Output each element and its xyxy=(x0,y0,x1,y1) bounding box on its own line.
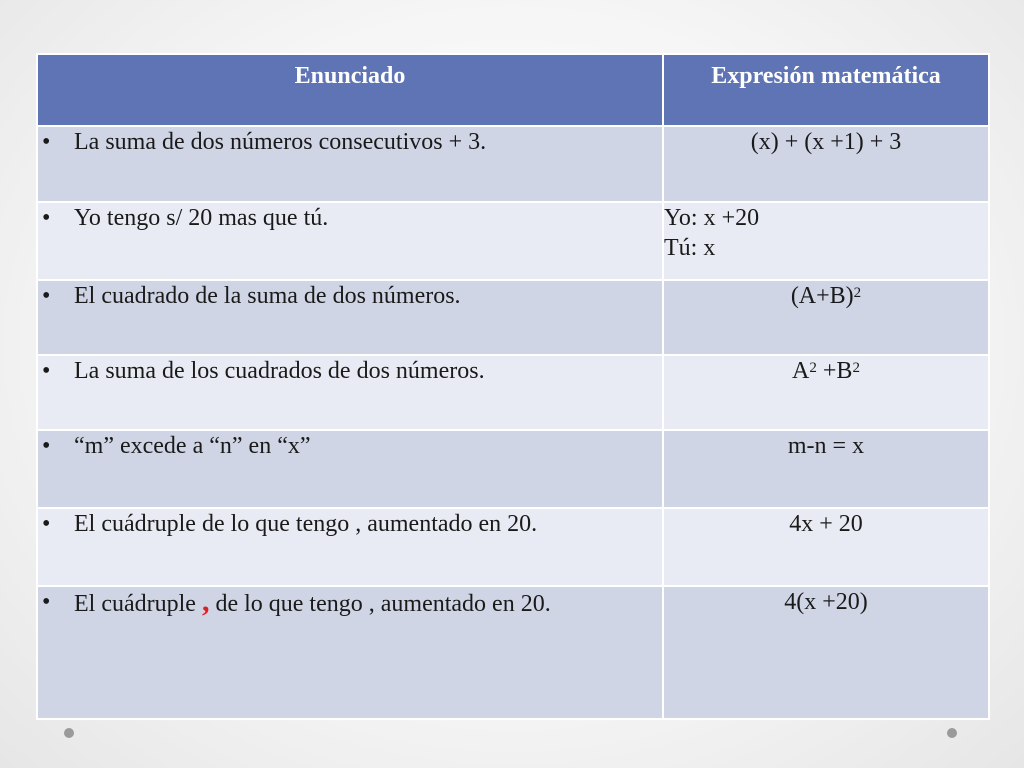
statement-cell xyxy=(37,430,663,508)
header-expresion: Expresión matemática xyxy=(663,54,989,126)
expression-text: A xyxy=(792,358,810,384)
statement-cell xyxy=(37,126,663,202)
statement-text xyxy=(74,587,551,619)
table-row xyxy=(37,508,989,586)
expression-text: (A+B) xyxy=(790,283,854,309)
table-row xyxy=(37,355,989,430)
bullet-icon: • xyxy=(42,129,51,155)
table-row xyxy=(37,586,989,719)
expression-line: Tú: x xyxy=(664,235,716,261)
statement-text: El cuadrado de la suma de dos números. xyxy=(74,283,461,309)
bullet-icon: • xyxy=(42,589,51,615)
expression-text: m-n = x xyxy=(787,433,865,459)
statement-cell xyxy=(37,202,663,280)
table-row xyxy=(37,280,989,355)
expression-text: 4x + 20 xyxy=(789,511,863,537)
statement-cell xyxy=(37,508,663,586)
expression-text: 4(x +20) xyxy=(784,589,868,615)
statement-cell xyxy=(37,280,663,355)
table-row xyxy=(37,202,989,280)
expression-cell xyxy=(663,126,989,202)
header-enunciado: Enunciado xyxy=(37,54,663,126)
statement-text: La suma de dos números consecutivos + 3. xyxy=(74,129,487,155)
expression-line: Yo: x +20 xyxy=(664,205,760,231)
expression-text: (x) + (x +1) + 3 xyxy=(750,129,902,155)
expression-cell xyxy=(663,586,989,719)
bullet-icon: • xyxy=(42,283,51,309)
highlighted-comma: , xyxy=(201,585,210,618)
statement-cell xyxy=(37,355,663,430)
statement-text: La suma de los cuadrados de dos números. xyxy=(74,358,485,384)
bullet-icon: • xyxy=(42,358,51,384)
decorative-dot-left xyxy=(64,728,74,738)
statement-text: Yo tengo s/ 20 mas que tú. xyxy=(74,205,329,231)
table-row xyxy=(37,126,989,202)
bullet-icon: • xyxy=(42,511,51,537)
table-row xyxy=(37,430,989,508)
expression-cell xyxy=(663,202,989,280)
exponent: 2 xyxy=(853,285,862,301)
bullet-icon: • xyxy=(42,205,51,231)
exponent: 2 xyxy=(852,360,860,376)
statement-text: “m” excede a “n” en “x” xyxy=(74,433,311,459)
decorative-dot-right xyxy=(947,728,957,738)
expression-cell xyxy=(663,430,989,508)
bullet-icon: • xyxy=(42,433,51,459)
expression-cell xyxy=(663,280,989,355)
expressions-table xyxy=(36,53,990,720)
statement-part: de lo que tengo , aumentado en 20. xyxy=(215,591,551,617)
exponent: 2 xyxy=(809,360,817,376)
statement-cell xyxy=(37,586,663,719)
statement-text: El cuádruple de lo que tengo , aumentado en 20. xyxy=(74,511,538,537)
expression-cell xyxy=(663,508,989,586)
expression-text: +B xyxy=(816,358,853,384)
expression-cell xyxy=(663,355,989,430)
table-header-row xyxy=(37,54,989,126)
statement-part: El cuádruple xyxy=(74,591,196,617)
